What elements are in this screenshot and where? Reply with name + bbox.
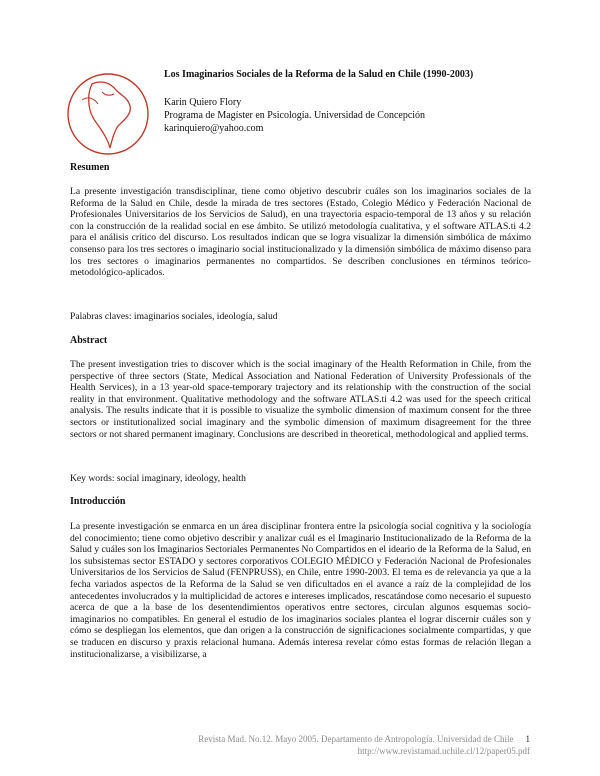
abstract-keywords: Key words: social imaginary, ideology, health xyxy=(70,473,246,484)
abstract-body: The present investigation tries to discover which is the social imaginary of the Health Reformation in Chile, from the perspective of three sectors (State, Medical Association and National Federation of University Professionals of the Health Services), in a 13 year-old space-temporary trajectory and its relationship with the construction of the social reality in that environment. Qualitative methodology and the software ATLAS.ti 4.2 was used for the speech critical analysis. The results indicate that it is possible to visualize the symbolic dimension of maximum consent for the three sectors or institutionalized social imaginary and the symbolic dimension of maximum disagreement for the three sectors or not shared permanent imaginary. Conclusions are described in theoretical, methodological and applied terms. xyxy=(70,359,531,440)
footer-journal: Revista Mad. No.12. Mayo 2005. Departamento de Antropología. Universidad de Chile xyxy=(198,734,514,744)
page-footer xyxy=(198,733,530,757)
author-affiliation: Programa de Magíster en Psicología. Universidad de Concepción xyxy=(164,110,426,121)
footer-url[interactable]: http://www.revistamad.uchile.cl/12/paper05.pdf xyxy=(357,746,530,756)
resumen-heading: Resumen xyxy=(70,162,110,173)
introduccion-body: La presente investigación se enmarca en un área disciplinar frontera entre la psicología social cognitiva y la sociología del conocimiento; tiene como objetivo describir y analizar cuál es el Imaginario Institucionalizado de la Reforma de la Salud y cuáles son los Imaginarios Sectoriales Permanentes No Compartidos en el ideario de la Reforma de la Salud, en los subsistemas sector ESTADO y sectores corporativos COLEGIO MÉDICO y Federación Nacional de Profesionales Universitarios de los Servicios de Salud (FENPRUSS), en Chile, entre 1990-2003. El tema es de relevancia ya que a la fecha variados aspectos de la Reforma de la Salud se ven dificultados en el avance a raíz de la complejidad de los antecedentes involucrados y la multiplicidad de actores e intereses implicados, rescatándose como necesario el supuesto acerca de que a la base de los desentendimientos operativos entre sectores, circulan algunos esquemas socio-imaginarios no compatibles. En general el estudio de los imaginarios sociales plantea el lograr discernir cuáles son y cómo se despliegan los elementos, que dan origen a la construcción de significaciones socialmente compartidas, y que se traducen en discurso y praxis relacional humana. Además interesa revelar cómo estas formas de relación llegan a institucionalizarse, a visibilizarse, a xyxy=(70,521,531,660)
journal-logo xyxy=(58,62,158,162)
abstract-heading: Abstract xyxy=(70,335,108,346)
author-name: Karin Quiero Flory xyxy=(164,97,242,108)
paper-title: Los Imaginarios Sociales de la Reforma de la Salud en Chile (1990-2003) xyxy=(164,69,474,80)
author-email: karinquiero@yahoo.com xyxy=(164,123,264,134)
author-block xyxy=(164,96,425,135)
introduccion-heading: Introducción xyxy=(70,496,126,507)
resumen-keywords: Palabras claves: imaginarios sociales, ideología, salud xyxy=(70,311,278,322)
resumen-body: La presente investigación transdisciplinar, tiene como objetivo descubrir cuáles son los imaginarios sociales de la Reforma de la Salud en Chile, desde la mirada de tres sectores (Estado, Colegio Médico y Federación Nacional de Profesionales Universitarios de los Servicios de Salud), en una trayectoria espacio-temporal de 13 años y su relación con la construcción de la realidad social en ese ámbito. Se utilizó metodología cualitativa, y el software ATLAS.ti 4.2 para el análisis crítico del discurso. Los resultados indican que se logra visualizar la dimensión simbólica de máximo consenso para los tres sectores o imaginario social institucionalizado y la dimensión simbólica de máximo disenso para los tres sectores o imaginarios permanentes no compartidos. Se describen conclusiones en términos teórico-metodológico-aplicados. xyxy=(70,186,531,279)
page-number: 1 xyxy=(525,734,530,744)
